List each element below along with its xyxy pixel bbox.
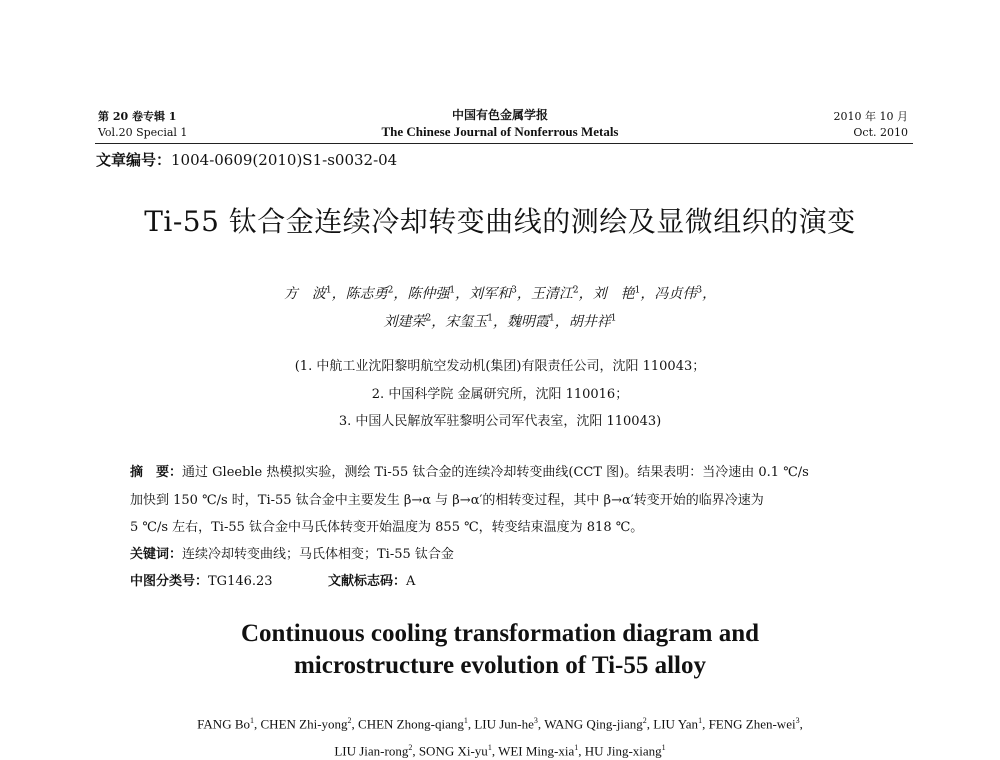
author-separator: , xyxy=(351,716,359,732)
author-separator: ， xyxy=(493,314,507,330)
author-separator: ， xyxy=(431,314,446,330)
author-name: 方 波 xyxy=(283,286,326,302)
author-separator: , xyxy=(702,716,709,732)
keywords-value: 连续冷却转变曲线；马氏体相变；Ti-55 钛合金 xyxy=(182,547,454,562)
author-separator: ， xyxy=(702,286,717,302)
author-separator: , xyxy=(799,716,803,732)
keywords xyxy=(130,543,890,562)
author-name: FENG Zhen-wei xyxy=(708,716,796,732)
author-separator: , xyxy=(537,716,545,732)
author-name: FANG Bo xyxy=(197,716,251,732)
author-affiliation-mark: 2 xyxy=(347,716,352,725)
affiliation-1: (1. 中航工业沈阳黎明航空发动机(集团)有限责任公司，沈阳 110043； xyxy=(294,359,706,374)
affiliation-2: 2. 中国科学院 金属研究所，沈阳 110016； xyxy=(371,387,629,402)
author-name: 胡井祥 xyxy=(568,314,611,330)
article-id xyxy=(96,149,397,170)
header-date-cn: 2010 年 10 月 xyxy=(833,110,908,123)
author-name: CHEN Zhi-yong xyxy=(260,716,348,732)
classification-value: TG146.23 xyxy=(208,574,273,589)
abstract-line-2: 加快到 150 ℃/s 时，Ti-55 钛合金中主要发生 β→α 与 β→α′的相转变过程，其中 β→α′转变开始的临界冷速为 xyxy=(130,493,764,508)
author-affiliation-mark: 1 xyxy=(574,743,579,752)
header-rule xyxy=(95,143,913,144)
author-separator: , xyxy=(412,743,419,759)
chinese-authors-line-2 xyxy=(0,311,1000,331)
author-separator: , xyxy=(254,716,261,732)
author-affiliation-mark: 1 xyxy=(250,716,255,725)
classification xyxy=(130,570,890,589)
header-journal-en: The Chinese Journal of Nonferrous Metals xyxy=(381,124,619,139)
author-affiliation-mark: 2 xyxy=(387,285,394,296)
author-affiliation-mark: 3 xyxy=(533,716,538,725)
author-separator: ， xyxy=(640,286,655,302)
author-affiliation-mark: 3 xyxy=(696,285,703,296)
author-separator: , xyxy=(467,716,475,732)
classification-label: 中图分类号： xyxy=(130,574,209,589)
author-name: LIU Yan xyxy=(653,716,699,732)
author-affiliation-mark: 2 xyxy=(642,716,647,725)
author-name: LIU Jun-he xyxy=(474,716,534,732)
author-affiliation-mark: 1 xyxy=(487,313,493,324)
header-journal-cn: 中国有色金属学报 xyxy=(451,108,548,122)
author-name: CHEN Zhong-qiang xyxy=(358,716,464,732)
author-name: 冯贞伟 xyxy=(654,286,697,302)
chinese-authors-line-1 xyxy=(0,283,1000,303)
english-authors-line-1 xyxy=(0,716,1000,732)
author-name: 刘建荣 xyxy=(383,314,426,330)
author-affiliation-mark: 1 xyxy=(634,285,641,296)
doc-code-value: A xyxy=(406,574,416,589)
author-separator: ， xyxy=(331,286,346,302)
header-volume-cn: 第 20 卷专辑 1 xyxy=(98,110,177,123)
abstract-label: 摘 要： xyxy=(130,465,183,480)
author-separator: ， xyxy=(516,286,531,302)
author-name: LIU Jian-rong xyxy=(334,743,409,759)
author-name: SONG Xi-yu xyxy=(418,743,488,759)
author-affiliation-mark: 1 xyxy=(325,285,332,296)
doc-code-label: 文献标志码： xyxy=(328,574,407,589)
author-name: 陈志勇 xyxy=(345,286,388,302)
author-separator: , xyxy=(646,716,654,732)
abstract-text-1: 通过 Gleeble 热模拟实验，测绘 Ti-55 钛合金的连续冷却转变曲线(CCT 图)。结果表明：当冷速由 0.1 ℃/s xyxy=(182,465,809,480)
header-date-en: Oct. 2010 xyxy=(853,126,908,139)
author-name: 刘军和 xyxy=(469,286,512,302)
abstract-line-3: 5 ℃/s 左右，Ti-55 钛合金中马氏体转变开始温度为 855 ℃，转变结束温度为 818 ℃。 xyxy=(130,520,644,535)
author-affiliation-mark: 1 xyxy=(698,716,703,725)
author-name: 魏明霞 xyxy=(507,314,549,330)
english-title-line-2: microstructure evolution of Ti-55 alloy xyxy=(293,652,706,679)
abstract-line-1 xyxy=(130,461,890,480)
author-name: 陈仲强 xyxy=(407,286,450,302)
author-separator: ， xyxy=(455,286,470,302)
author-affiliation-mark: 2 xyxy=(572,285,579,296)
author-affiliation-mark: 1 xyxy=(463,716,468,725)
english-authors-line-2 xyxy=(0,743,1000,759)
author-name: WEI Ming-xia xyxy=(498,743,575,759)
author-name: WANG Qing-jiang xyxy=(544,716,643,732)
chinese-title: Ti-55 钛合金连续冷却转变曲线的测绘及显微组织的演变 xyxy=(144,205,856,238)
author-name: 刘 艳 xyxy=(592,286,635,302)
author-affiliation-mark: 1 xyxy=(549,313,555,324)
header-volume-en: Vol.20 Special 1 xyxy=(98,126,188,139)
article-id-label: 文章编号： xyxy=(96,151,172,169)
author-affiliation-mark: 1 xyxy=(449,285,456,296)
keywords-label: 关键词： xyxy=(130,547,183,562)
author-separator: , xyxy=(491,743,499,759)
english-title-line-1: Continuous cooling transformation diagram and xyxy=(240,620,760,647)
author-affiliation-mark: 1 xyxy=(487,743,492,752)
author-affiliation-mark: 2 xyxy=(408,743,413,752)
author-separator: , xyxy=(578,743,585,759)
author-separator: ， xyxy=(393,286,408,302)
author-name: 宋玺玉 xyxy=(445,314,488,330)
author-name: HU Jing-xiang xyxy=(584,743,662,759)
author-affiliation-mark: 3 xyxy=(795,716,800,725)
article-id-value: 1004-0609(2010)S1-s0032-04 xyxy=(171,151,398,169)
author-affiliation-mark: 1 xyxy=(610,313,617,324)
author-separator: ， xyxy=(554,314,569,330)
author-affiliation-mark: 3 xyxy=(511,285,517,296)
affiliation-3: 3. 中国人民解放军驻黎明公司军代表室，沈阳 110043) xyxy=(338,414,662,429)
author-separator: ， xyxy=(578,286,593,302)
author-affiliation-mark: 1 xyxy=(661,743,666,752)
author-affiliation-mark: 2 xyxy=(425,313,432,324)
author-name: 王清江 xyxy=(530,286,573,302)
